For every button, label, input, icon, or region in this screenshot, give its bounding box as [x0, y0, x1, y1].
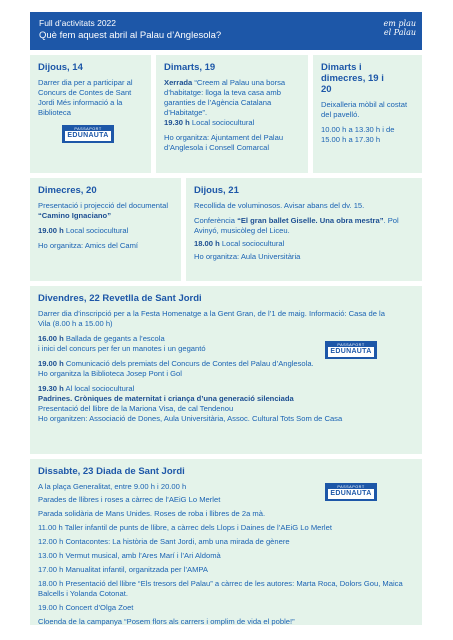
event-card-dissabte-23	[30, 459, 422, 625]
list-item: Cloenda de la campanya “Posem flors als carrers i omplim de vida el poble!”	[38, 617, 295, 626]
passaport-edunauta-badge: PASSAPORT EDUNAUTA	[325, 483, 377, 501]
card-organizer: Ho organitza: Ajuntament del Palau d’Anglesola i Consell Comarcal	[164, 133, 284, 152]
event-card-dimarts-dimecres	[313, 55, 422, 173]
card-time: 10.00 h a 13.30 h i de 15.00 h a 17.30 h	[321, 125, 395, 144]
list-item: Parada solidària de Mans Unides. Roses de roba i llibres de 2a mà.	[38, 509, 266, 518]
card-time: 19.00 h Local sociocultural	[38, 226, 129, 235]
passaport-edunauta-badge: PASSAPORT EDUNAUTA	[62, 125, 114, 143]
card-title: Dimarts i dimecres, 19 i 20	[321, 62, 384, 95]
card-title: Dijous, 21	[194, 185, 239, 196]
card-text: 16.00 h Ballada de gegants a l’escola i inici del concurs per fer un manotes i un gegantó	[38, 334, 206, 353]
event-card-dijous-21	[186, 178, 422, 281]
card-title: Dimecres, 20	[38, 185, 97, 196]
card-organizer: Ho organitza: Amics del Camí	[38, 241, 139, 250]
card-text: Presentació i projecció del documental “Camino Ignaciano”	[38, 201, 169, 220]
list-item: Parades de llibres i roses a càrrec de l’AEiG Lo Merlet	[38, 495, 221, 504]
card-text: 19.30 h Al local sociocultural Padrines. Cròniques de maternitat i criança d’una generació silenciada Presentació del llibre de la Mariona Visa, de cal Tendenou Ho organitzen: Associació de Dones, Aula Universitària, Assoc. Cultural Tots Som de Casa	[38, 384, 343, 423]
card-text: Xerrada “Creem al Palau una borsa d’habitatge: lloga la teva casa amb garanties de l’Agència Catalana d’Habitatge”.	[164, 78, 286, 117]
card-title: Dimarts, 19	[164, 62, 216, 73]
list-item: 13.00 h Vermut musical, amb l’Ares Marí i l’Ari Aldomà	[38, 551, 221, 560]
card-text: Recollida de voluminosos. Avisar abans del dv. 15.	[194, 201, 365, 210]
event-card-dimecres-20	[30, 178, 181, 281]
list-item: 17.00 h Manualitat infantil, organitzada per l’AMPA	[38, 565, 208, 574]
list-item: 19.00 h Concert d’Olga Zoet	[38, 603, 134, 612]
card-title: Divendres, 22 Revetlla de Sant Jordi	[38, 293, 202, 304]
passaport-edunauta-badge: PASSAPORT EDUNAUTA	[325, 341, 377, 359]
card-title: Dissabte, 23 Diada de Sant Jordi	[38, 466, 185, 477]
card-time: 18.00 h Local sociocultural	[194, 239, 285, 248]
list-item: 12.00 h Contacontes: La història de Sant Jordi, amb una mirada de gènere	[38, 537, 290, 546]
card-text: Conferència “El gran ballet Giselle. Una obra mestra”. Pol Avinyó, musicòleg del Liceu.	[194, 216, 399, 235]
page-header	[30, 12, 422, 50]
card-text: Darrer dia d’inscripció per a la Festa Homenatge a la Gent Gran, de l’1 de maig. Informació: Casa de la Vila (8.00 h a 15.00 h)	[38, 309, 385, 328]
card-title: Dijous, 14	[38, 62, 83, 73]
em-plau-logo: em plau el Palau	[383, 19, 416, 37]
header-title: Què fem aquest abril al Palau d’Anglesola?	[39, 30, 222, 41]
card-text: Darrer dia per a participar al Concurs de Contes de Sant Jordi Més informació a la Biblioteca	[38, 78, 133, 117]
event-card-divendres-22	[30, 286, 422, 454]
event-card-dijous-14	[30, 55, 151, 173]
list-item: 18.00 h Presentació del llibre “Els tresors del Palau” a càrrec de les autores: Marta Roca, Dolors Gou, Maica Balcells i Yolanda Cotonat.	[38, 579, 403, 598]
list-item: A la plaça Generalitat, entre 9.00 h i 20.00 h	[38, 482, 187, 491]
card-organizer: Ho organitza: Aula Universitària	[194, 252, 301, 261]
card-text: 19.00 h Comunicació dels premiats del Concurs de Contes del Palau d’Anglesola. Ho organitza la Biblioteca Josep Pont i Gol	[38, 359, 314, 378]
card-text: Deixalleria mòbil al costat del pavelló.	[321, 100, 408, 119]
card-time: 19.30 h Local sociocultural	[164, 118, 255, 127]
header-subtitle: Full d’activitats 2022	[39, 18, 117, 28]
event-card-dimarts-19	[156, 55, 308, 173]
list-item: 11.00 h Taller infantil de punts de llibre, a càrrec dels Llops i Daines de l’AEiG Lo Merlet	[38, 523, 332, 532]
